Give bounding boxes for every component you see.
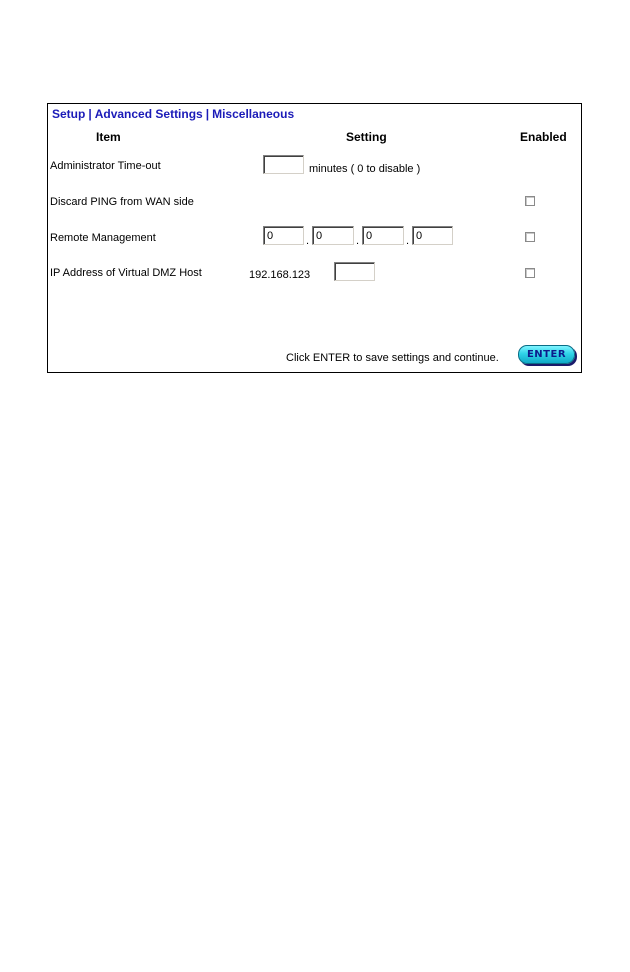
breadcrumb	[52, 107, 294, 121]
breadcrumb-setup[interactable]: Setup	[52, 107, 86, 121]
discard-ping-label: Discard PING from WAN side	[50, 196, 194, 208]
remote-ip-octet-3[interactable]	[362, 226, 404, 245]
remote-ip-octet-4[interactable]	[412, 226, 453, 245]
dmz-host-input[interactable]	[334, 262, 375, 281]
breadcrumb-miscellaneous[interactable]: Miscellaneous	[212, 107, 295, 121]
breadcrumb-separator: |	[205, 107, 210, 121]
breadcrumb-advanced-settings[interactable]: Advanced Settings	[94, 107, 203, 121]
save-instruction: Click ENTER to save settings and continue.	[286, 352, 499, 364]
remote-ip-octet-1[interactable]	[263, 226, 304, 245]
remote-management-label: Remote Management	[50, 232, 156, 244]
column-header-setting: Setting	[346, 130, 387, 144]
admin-timeout-label: Administrator Time-out	[50, 160, 161, 172]
ip-dot: .	[356, 235, 360, 247]
dmz-host-checkbox[interactable]	[525, 268, 535, 278]
dmz-host-label: IP Address of Virtual DMZ Host	[50, 267, 202, 279]
remote-management-checkbox[interactable]	[525, 232, 535, 242]
breadcrumb-separator: |	[88, 107, 92, 121]
discard-ping-checkbox[interactable]	[525, 196, 535, 206]
enter-button[interactable]: ENTER	[518, 345, 575, 364]
ip-dot: .	[406, 235, 410, 247]
admin-timeout-hint: minutes ( 0 to disable )	[309, 163, 421, 175]
misc-settings-panel	[47, 103, 582, 373]
ip-dot: .	[306, 235, 310, 247]
remote-ip-octet-2[interactable]	[312, 226, 354, 245]
dmz-ip-prefix: 192.168.123	[249, 269, 311, 281]
admin-timeout-input[interactable]	[263, 155, 304, 174]
column-header-enabled: Enabled	[520, 130, 567, 144]
column-header-item: Item	[96, 130, 121, 144]
